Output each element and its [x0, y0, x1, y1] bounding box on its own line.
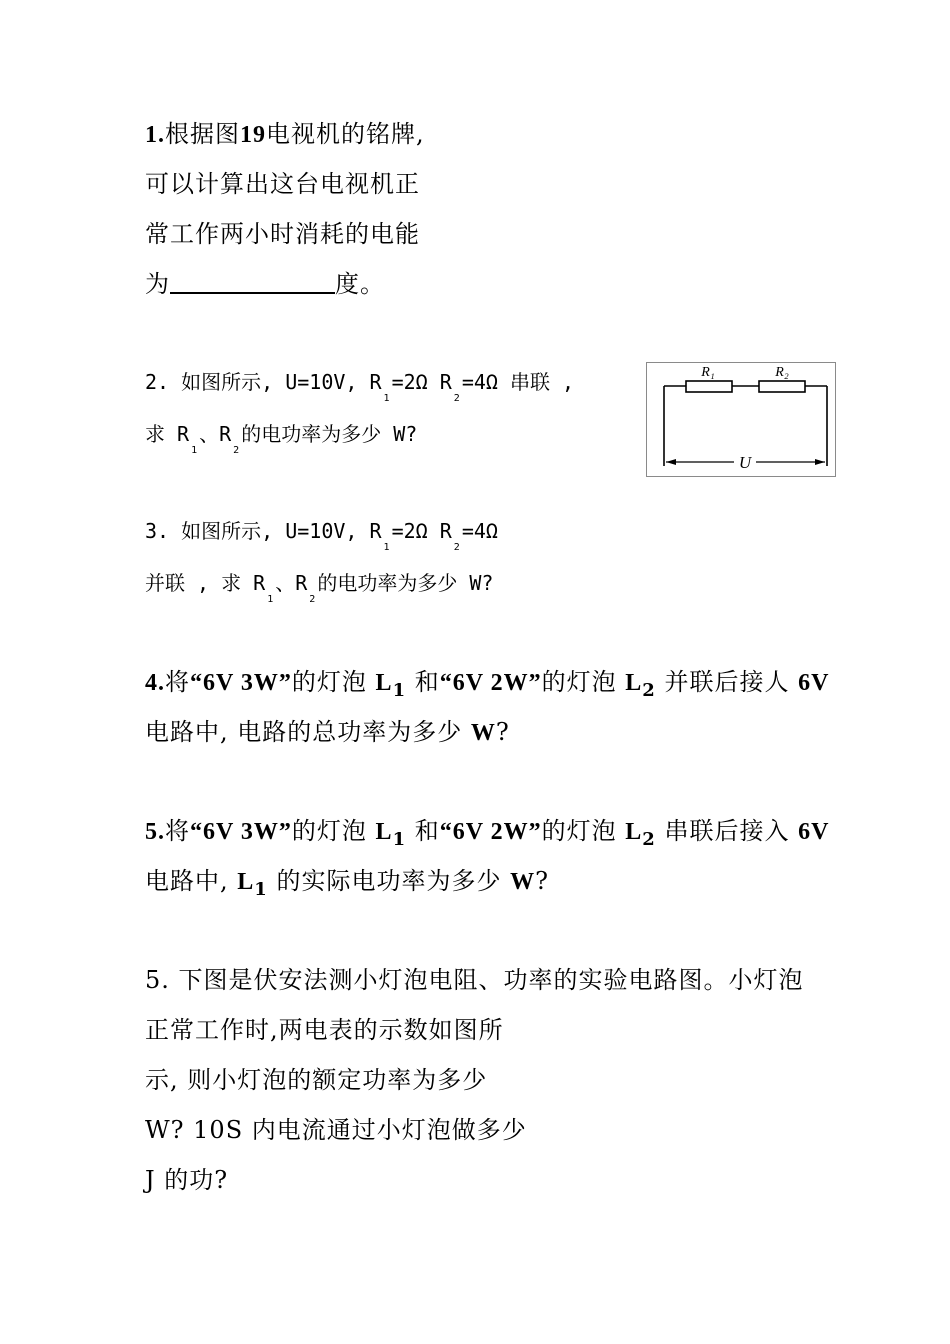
- q3-text: 并联 , 求 R: [145, 571, 266, 595]
- q3-line-1: [145, 515, 498, 564]
- unit: W: [470, 720, 496, 746]
- subscript: 1: [191, 445, 198, 456]
- subscript: 2: [642, 829, 656, 850]
- q4-text: 并联后接人: [664, 668, 790, 696]
- subscript: 1: [392, 680, 407, 701]
- q4-text: 电路中, 电路的总功率为多少: [145, 718, 463, 746]
- q5-text: 电路中,: [145, 867, 229, 895]
- q3-text: 的电功率为多少 W?: [317, 571, 494, 595]
- q1-number: 1.: [145, 122, 165, 148]
- q4-number: 4.: [145, 670, 165, 696]
- q6-line-3: 示, 则小灯泡的额定功率为多少: [145, 1066, 488, 1094]
- q4-text: ?: [495, 718, 510, 746]
- q5-text: ?: [535, 867, 549, 895]
- q6-line-4: W? 10S 内电流通过小灯泡做多少: [145, 1116, 527, 1144]
- q4-text: 将: [165, 668, 190, 696]
- q5-number: 5.: [145, 819, 165, 845]
- q2-text: 求 R: [145, 422, 190, 446]
- q5-text: 和: [414, 817, 440, 845]
- q5-text: 的灯泡: [541, 817, 617, 845]
- resistor-r1: [686, 381, 732, 392]
- lamp-symbol: L: [625, 670, 643, 696]
- q4-text: 和: [414, 668, 440, 696]
- q1-line-2: 可以计算出这台电视机正: [145, 170, 420, 198]
- q2-line-1: [145, 366, 574, 415]
- q1-text: 电视机的铭牌,: [266, 120, 425, 148]
- subscript: 2: [453, 542, 460, 553]
- lamp-symbol: L: [237, 869, 255, 895]
- q4-line-2: [145, 716, 510, 749]
- lamp-rating: “6V 3W”: [190, 670, 292, 696]
- q5-text: 的灯泡: [291, 817, 367, 845]
- subscript: 2: [642, 680, 656, 701]
- label-u: U: [738, 453, 752, 472]
- unit: W: [510, 869, 536, 895]
- q1-text: 为: [145, 270, 170, 298]
- subscript: 2: [453, 393, 460, 404]
- subscript: 1: [383, 542, 390, 553]
- lamp-symbol: L: [375, 819, 393, 845]
- label-r1: R₁: [701, 365, 715, 380]
- q1-line-3: 常工作两小时消耗的电能: [145, 220, 420, 248]
- q4-line-1: [145, 666, 829, 707]
- q1-figure-ref: 19: [240, 122, 266, 148]
- q5-line-1: [145, 815, 829, 856]
- q2-text: =4Ω 串联 ,: [461, 370, 575, 394]
- voltage: 6V: [798, 670, 830, 696]
- subscript: 1: [392, 829, 407, 850]
- q2-line-2: [145, 418, 417, 467]
- q1-text: 度。: [335, 270, 385, 298]
- q5-line-2: [145, 865, 549, 906]
- subscript: 2: [309, 594, 316, 605]
- q2-text: 2. 如图所示, U=10V, R: [145, 370, 382, 394]
- q2-text: =2Ω R: [391, 370, 452, 394]
- q5-text: 串联后接入: [664, 817, 790, 845]
- lamp-symbol: L: [375, 670, 393, 696]
- q6-line-5: J 的功?: [145, 1166, 229, 1194]
- q3-text: =4Ω: [461, 519, 498, 543]
- q1-text: 根据图: [165, 120, 240, 148]
- answer-blank[interactable]: [170, 268, 335, 294]
- q2-text: 、R: [199, 422, 232, 446]
- subscript: 1: [267, 594, 274, 605]
- lamp-rating: “6V 2W”: [439, 819, 542, 845]
- q4-text: 的灯泡: [291, 668, 367, 696]
- subscript: 2: [233, 445, 240, 456]
- q6-line-2: 正常工作时,两电表的示数如图所: [145, 1016, 504, 1044]
- q1-line-4: [145, 268, 385, 300]
- q3-line-2: [145, 567, 493, 616]
- q6-line-1: 5. 下图是伏安法测小灯泡电阻、功率的实验电路图。小灯泡: [145, 966, 804, 994]
- lamp-rating: “6V 3W”: [190, 819, 292, 845]
- q3-text: 、R: [275, 571, 308, 595]
- resistor-r2: [759, 381, 805, 392]
- lamp-symbol: L: [625, 819, 643, 845]
- q1-line-1: [145, 118, 425, 151]
- subscript: 1: [383, 393, 390, 404]
- q3-text: =2Ω R: [391, 519, 452, 543]
- voltage: 6V: [798, 819, 830, 845]
- q2-text: 的电功率为多少 W?: [241, 422, 418, 446]
- label-r2: R₂: [775, 365, 789, 380]
- q3-text: 3. 如图所示, U=10V, R: [145, 519, 382, 543]
- q5-text: 的实际电功率为多少: [276, 867, 502, 895]
- q5-text: 将: [165, 817, 190, 845]
- subscript: 1: [254, 879, 268, 900]
- series-circuit-diagram: [646, 362, 836, 477]
- q4-text: 的灯泡: [541, 668, 617, 696]
- lamp-rating: “6V 2W”: [439, 670, 542, 696]
